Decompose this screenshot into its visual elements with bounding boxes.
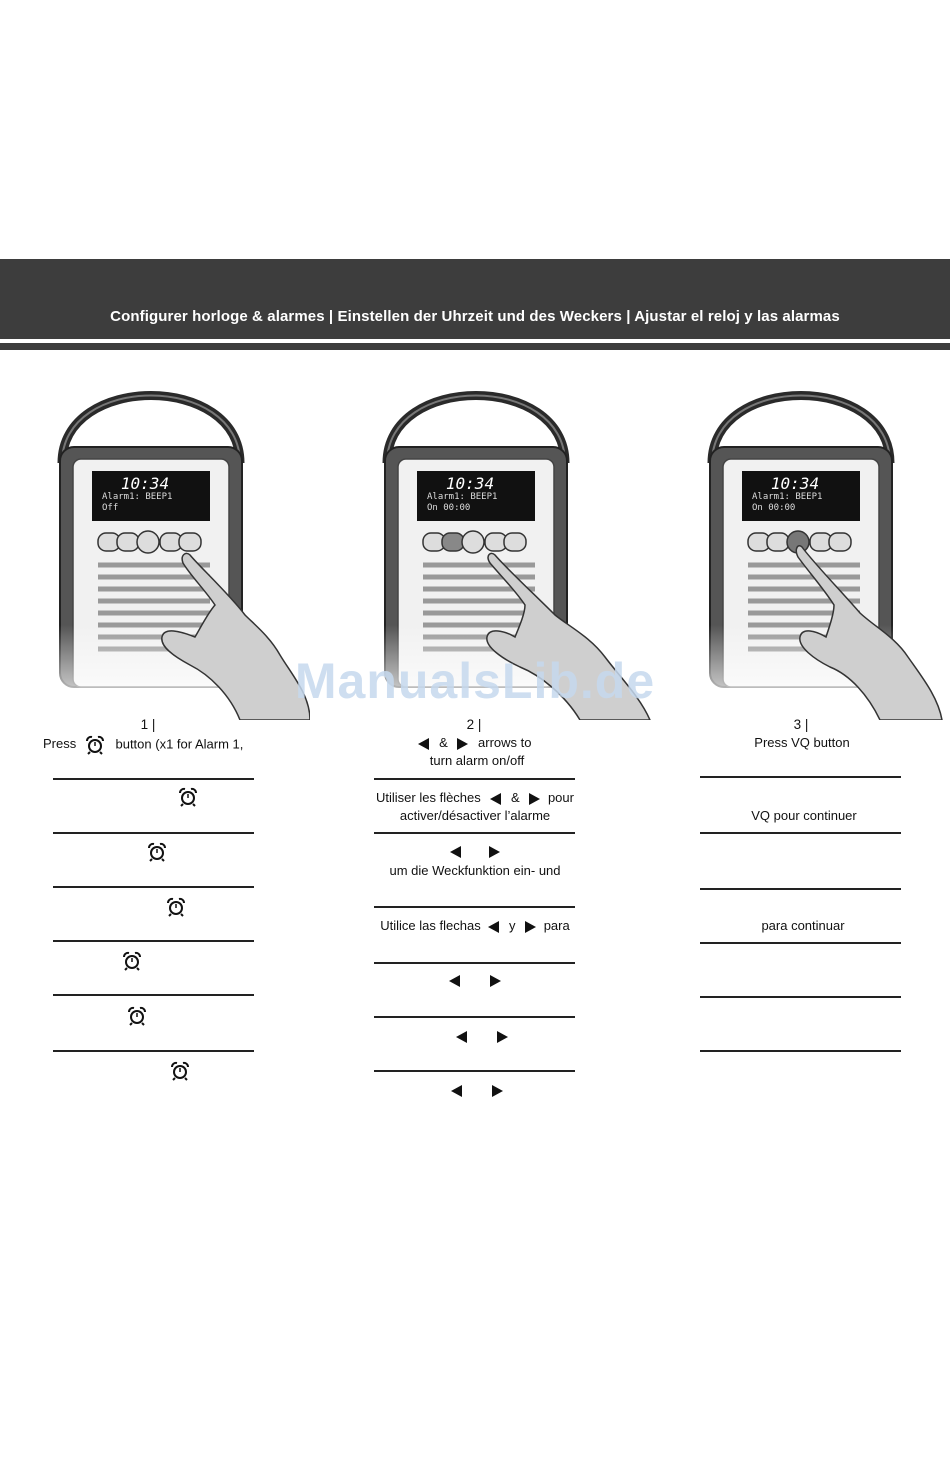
alarm-clock-icon — [146, 842, 168, 862]
divider — [53, 832, 254, 834]
step-2-arrows-row — [362, 1028, 602, 1043]
display-time-1: 10:34 — [120, 474, 170, 493]
alarm-clock-icon — [177, 787, 199, 807]
divider — [374, 778, 575, 780]
es-y-text: y — [508, 918, 516, 933]
step-2-caption — [355, 735, 595, 750]
divider — [53, 994, 254, 996]
display-time-3: 10:34 — [770, 474, 820, 493]
left-arrow-icon — [490, 793, 501, 805]
step-3-caption: Press VQ button — [754, 735, 850, 750]
alarm-clock-icon — [165, 897, 187, 917]
display-line1-1: Alarm1: BEEP1 — [102, 492, 173, 502]
display-line2-2: On 00:00 — [427, 503, 471, 513]
alarm-clock-icon — [126, 1006, 148, 1026]
left-arrow-icon — [418, 738, 429, 750]
right-arrow-icon — [525, 921, 536, 933]
right-arrow-icon — [489, 846, 500, 858]
step-3-es: para continuar — [761, 918, 845, 933]
display-line1-2: Alarm1: BEEP1 — [427, 492, 498, 502]
es-text-a: Utilice las flechas — [380, 918, 481, 933]
alarm-clock-icon — [121, 951, 143, 971]
display-line2-1: Off — [102, 503, 119, 513]
right-arrow-icon — [492, 1085, 503, 1097]
header-banner — [0, 259, 950, 339]
display-line2-3: On 00:00 — [752, 503, 796, 513]
divider — [374, 962, 575, 964]
left-arrow-icon — [450, 846, 461, 858]
alarm-clock-icon — [169, 1061, 191, 1081]
step-2-arrows-row — [355, 972, 595, 987]
step-2-es-line — [355, 918, 595, 933]
divider — [374, 832, 575, 834]
right-arrow-icon — [529, 793, 540, 805]
page-title: Configurer horloge & alarmes | Einstellen der Uhrzeit und des Weckers | Ajustar el reloj y las alarmas — [110, 308, 840, 325]
divider — [374, 906, 575, 908]
step-2-arrows-row — [357, 1082, 597, 1097]
right-arrow-icon — [497, 1031, 508, 1043]
divider — [700, 888, 901, 890]
alarm-clock-icon — [84, 735, 106, 755]
step-1-number: 1 | — [140, 717, 156, 732]
step-2-number: 2 | — [466, 717, 482, 732]
divider — [700, 832, 901, 834]
es-text-b: para — [543, 918, 570, 933]
caption-amp-text: & — [439, 735, 448, 750]
left-arrow-icon — [456, 1031, 467, 1043]
right-arrow-icon — [490, 975, 501, 987]
display-time-2: 10:34 — [445, 474, 495, 493]
step-3-number: 3 | — [793, 717, 809, 732]
fr-text-a: Utiliser les flèches — [376, 790, 481, 805]
step-2-fr-line2: activer/désactiver l’alarme — [399, 808, 551, 823]
step-2-de-line2: um die Weckfunktion ein- und — [389, 863, 561, 878]
divider — [700, 1050, 901, 1052]
step-2-caption-line2: turn alarm on/off — [429, 753, 525, 768]
right-arrow-icon — [457, 738, 468, 750]
left-arrow-icon — [449, 975, 460, 987]
fr-amp-text: & — [511, 790, 520, 805]
display-line1-3: Alarm1: BEEP1 — [752, 492, 823, 502]
fr-text-b: pour — [547, 790, 574, 805]
left-arrow-icon — [451, 1085, 462, 1097]
divider — [374, 1070, 575, 1072]
divider — [374, 1016, 575, 1018]
caption-press-text: Press — [43, 736, 77, 752]
step-3-fr: VQ pour continuer — [751, 808, 857, 823]
header-divider — [0, 343, 950, 350]
left-arrow-icon — [488, 921, 499, 933]
divider — [53, 1050, 254, 1052]
step-2-fr-line1 — [355, 790, 595, 805]
caption-button-text: button (x1 for Alarm 1, — [115, 736, 244, 752]
caption-arrows-text: arrows to — [478, 735, 532, 750]
divider — [700, 942, 901, 944]
divider — [700, 776, 901, 778]
divider — [53, 778, 254, 780]
watermark: ManualsLib.de — [294, 653, 656, 709]
divider — [53, 940, 254, 942]
divider — [700, 996, 901, 998]
divider — [53, 886, 254, 888]
step-2-de-arrows — [355, 843, 595, 858]
step-1-caption — [36, 735, 266, 755]
